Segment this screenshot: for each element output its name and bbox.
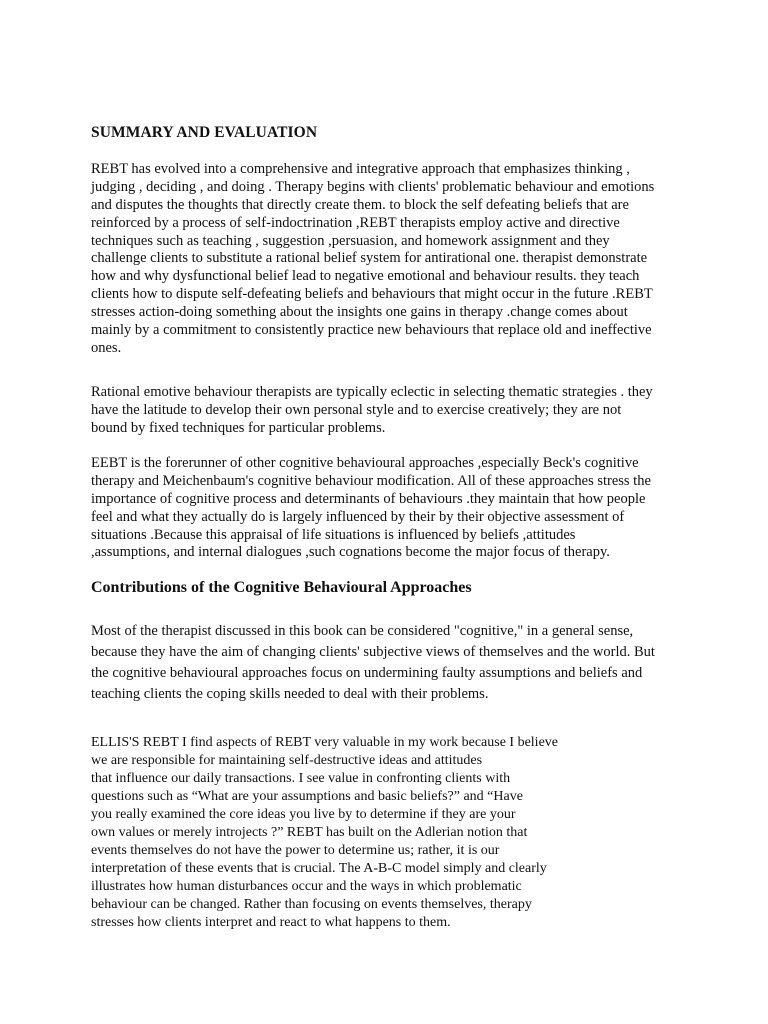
text-line: importance of cognitive process and determinants of behaviours .they maintain that how people <box>91 490 646 507</box>
text-line: bound by fixed techniques for particular problems. <box>91 419 386 436</box>
text-line: feel and what they actually do is largely influenced by their by their objective assessment of <box>91 508 625 525</box>
paragraph-ellis-rebt <box>91 734 558 932</box>
text-line: events themselves do not have the power to determine us; rather, it is our <box>91 843 500 858</box>
text-line: mainly by a commitment to consistently practice new behaviours that replace old and ineffective <box>91 322 652 339</box>
paragraph-forerunner <box>91 455 651 562</box>
section-heading-contributions: Contributions of the Cognitive Behavioural Approaches <box>91 579 472 596</box>
text-line: ,assumptions, and internal dialogues ,such cognations become the major focus of therapy. <box>91 544 610 561</box>
text-line: ELLIS'S REBT I find aspects of REBT very valuable in my work because I believe <box>91 735 559 750</box>
text-line: how and why dysfunctional belief lead to negative emotional and behaviour results. they teach <box>91 268 640 285</box>
text-line: stresses action-doing something about the insights one gains in therapy .change comes about <box>91 304 628 321</box>
text-line: Rational emotive behaviour therapists are typically eclectic in selecting thematic strategies . they <box>91 384 653 400</box>
text-line: Most of the therapist discussed in this book can be considered "cognitive," in a general sense, <box>91 623 634 639</box>
text-line: because they have the aim of changing clients' subjective views of themselves and the world. But <box>91 644 655 660</box>
text-line: you really examined the core ideas you live by to determine if they are your <box>91 807 516 822</box>
text-line: and disputes the thoughts that directly create them. to block the self defeating beliefs that are <box>91 196 629 213</box>
text-line: interpretation of these events that is crucial. The A-B-C model simply and clearly <box>91 861 547 876</box>
text-line: behaviour can be changed. Rather than focusing on events themselves, therapy <box>91 897 532 912</box>
text-line: reinforced by a process of self-indoctrination ,REBT therapists employ active and directive <box>91 214 620 231</box>
text-line: judging , deciding , and doing . Therapy begins with clients' problematic behaviour and emotions <box>91 178 655 195</box>
text-line: the cognitive behavioural approaches focus on undermining faulty assumptions and beliefs and <box>91 665 643 681</box>
text-line: situations .Because this appraisal of life situations is influenced by beliefs ,attitudes <box>91 526 576 543</box>
text-line: stresses how clients interpret and react to what happens to them. <box>91 915 451 930</box>
text-line: questions such as “What are your assumptions and basic beliefs?” and “Have <box>91 789 523 804</box>
text-line: have the latitude to develop their own personal style and to exercise creatively; they are not <box>91 401 622 418</box>
text-line: own values or merely introjects ?” REBT has built on the Adlerian notion that <box>91 825 528 840</box>
paragraph-rebt-overview <box>91 161 654 358</box>
text-line: EEBT is the forerunner of other cognitive behavioural approaches ,especially Beck's cognitive <box>91 455 639 471</box>
text-line: illustrates how human disturbances occur and the ways in which problematic <box>91 879 522 894</box>
text-line: ones. <box>91 339 122 356</box>
text-line: that influence our daily transactions. I see value in confronting clients with <box>91 771 511 786</box>
text-line: REBT has evolved into a comprehensive and integrative approach that emphasizes thinking , <box>91 161 630 177</box>
text-line: clients how to dispute self-defeating beliefs and behaviours that might occur in the future .REBT <box>91 286 653 303</box>
paragraph-eclectic-therapists <box>91 384 653 438</box>
text-line: techniques such as teaching , suggestion ,persuasion, and homework assignment and they <box>91 232 610 249</box>
text-line: therapy and Meichenbaum's cognitive behaviour modification. All of these approaches stress the <box>91 472 651 489</box>
text-line: teaching clients the coping skills needed to deal with their problems. <box>91 686 489 702</box>
paragraph-cognitive-approaches <box>91 621 655 705</box>
text-line: challenge clients to substitute a rational belief system for antirational one. therapist demonstrate <box>91 250 648 267</box>
section-heading-summary: SUMMARY AND EVALUATION <box>91 124 318 141</box>
text-line: we are responsible for maintaining self-destructive ideas and attitudes <box>91 753 483 768</box>
